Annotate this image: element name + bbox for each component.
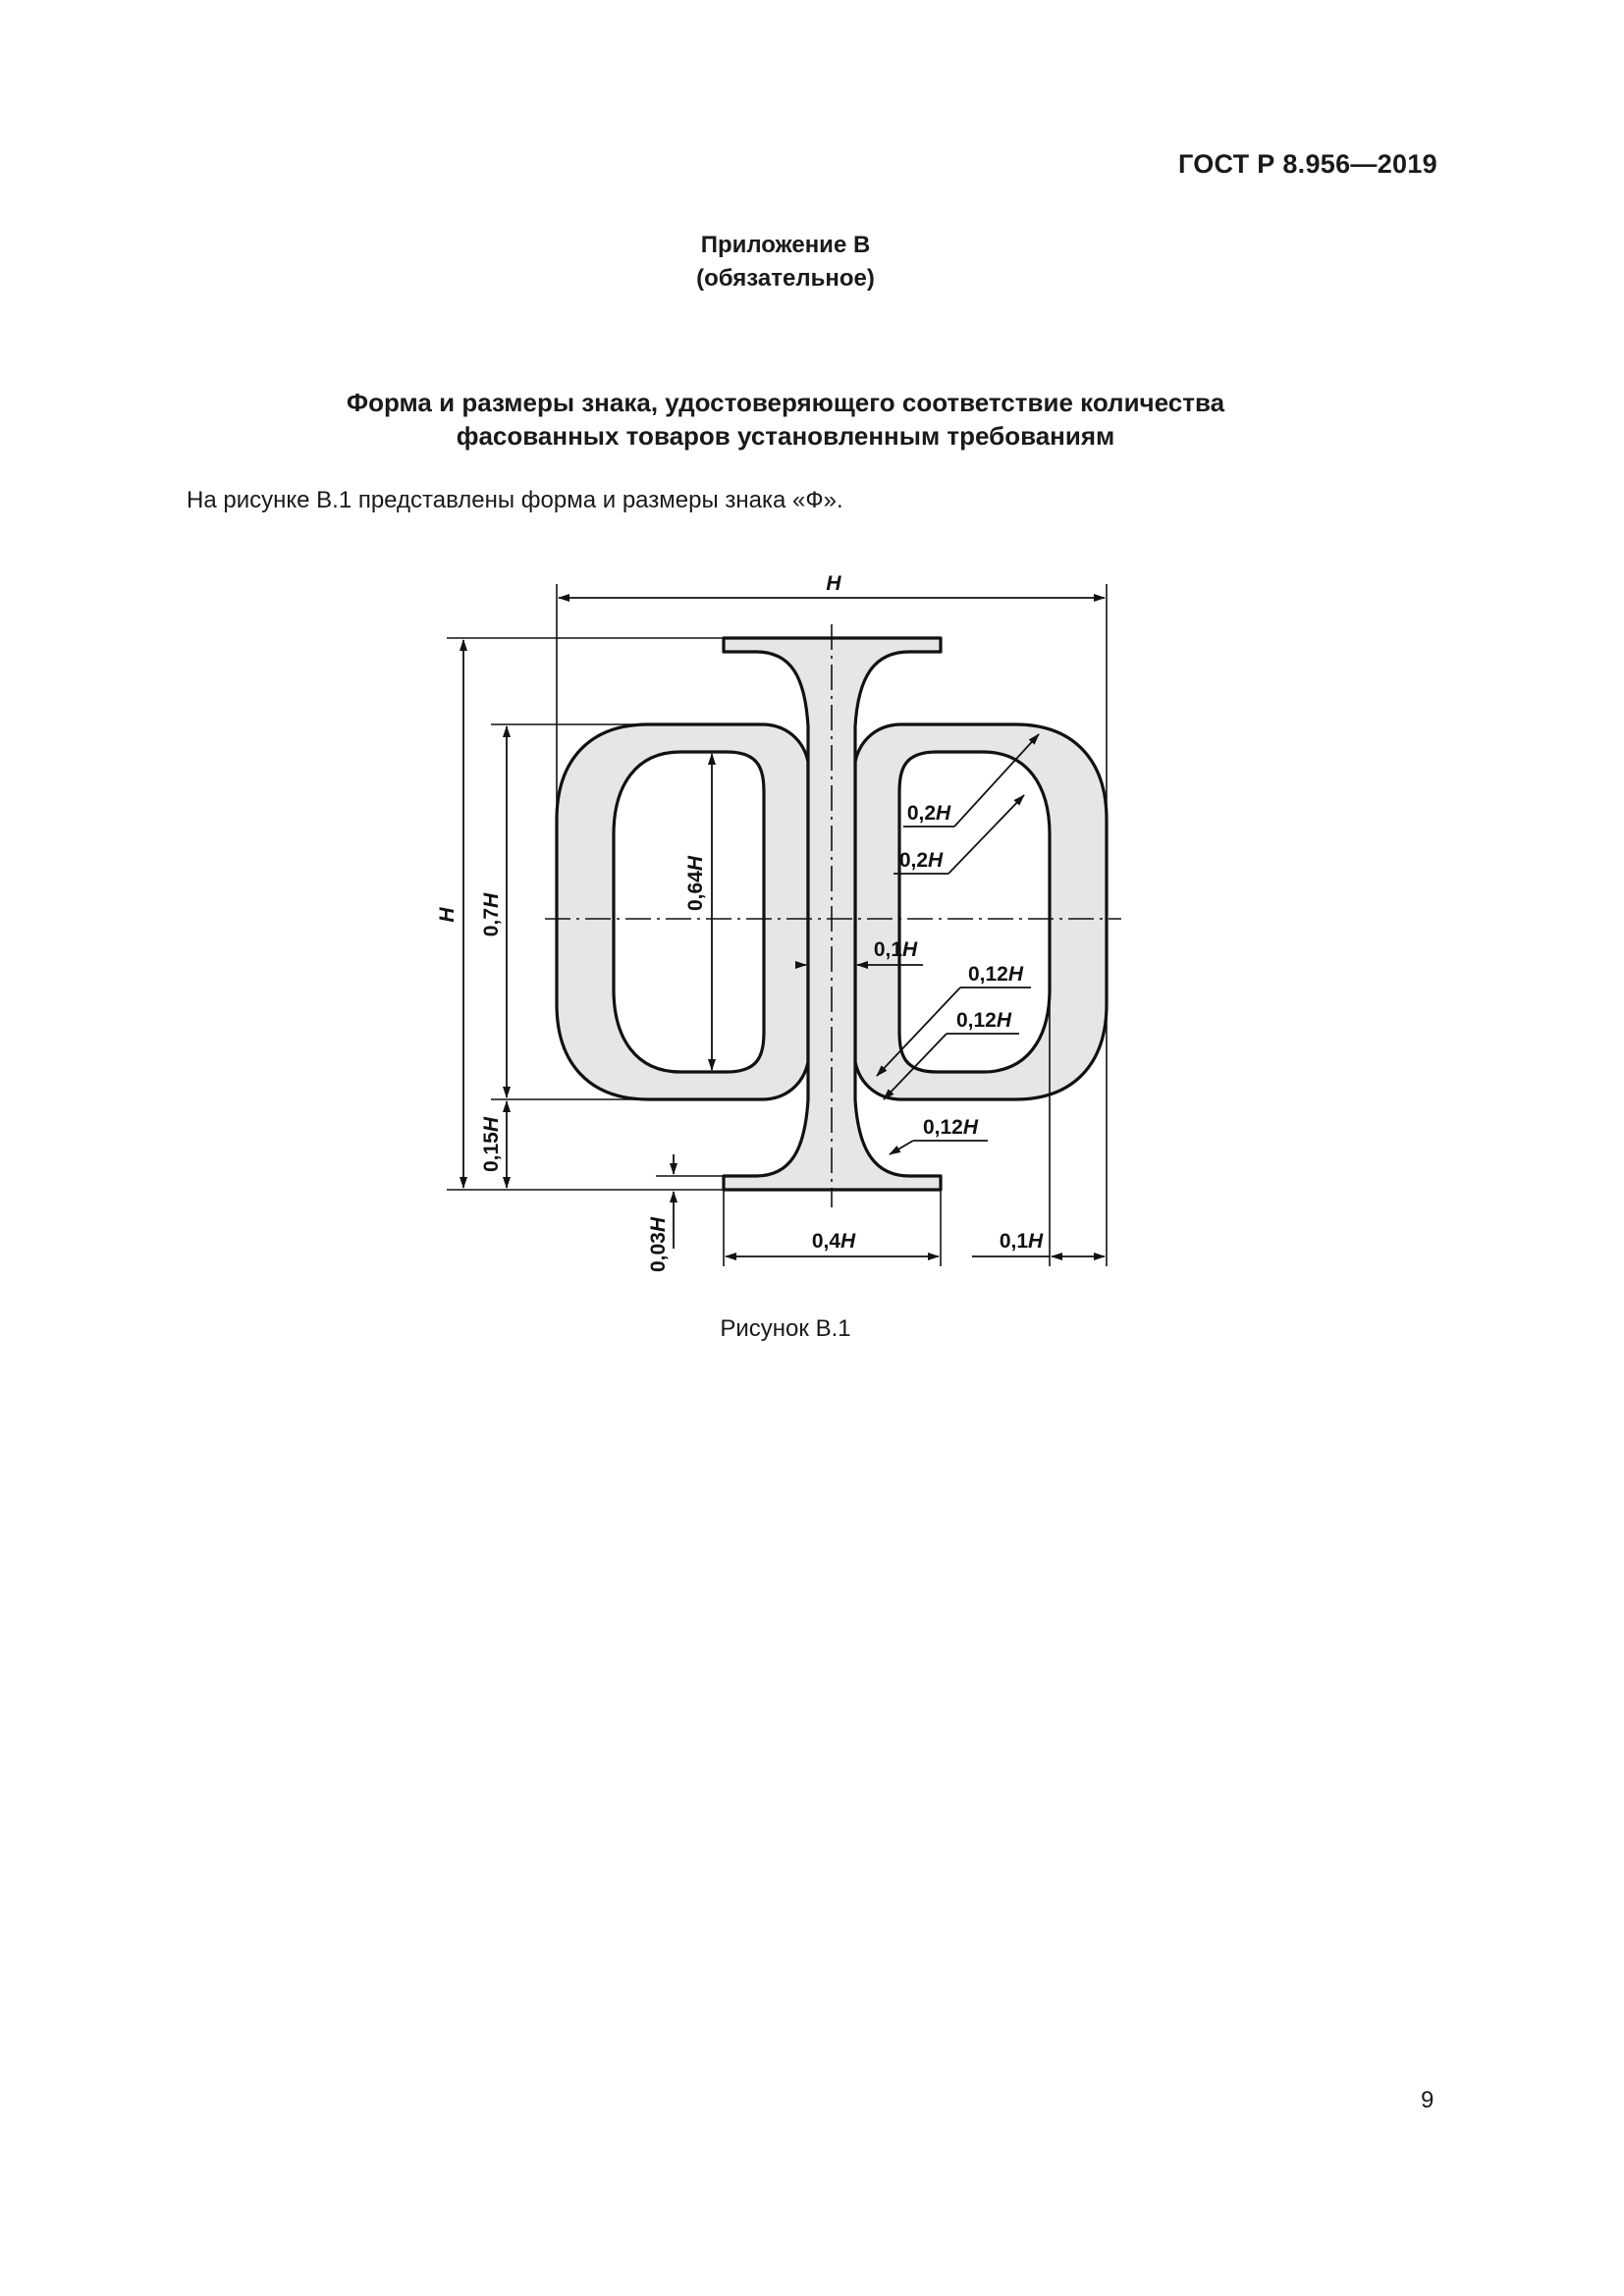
label-overall-width: H — [826, 572, 841, 595]
leader-inner-radius-arrow — [948, 795, 1024, 874]
label-gap-right: 0,1H — [999, 1230, 1044, 1253]
left-loop — [557, 724, 808, 1099]
figure-caption: Рисунок В.1 — [720, 1315, 851, 1342]
label-stem-width: 0,1H — [873, 938, 918, 961]
right-loop — [855, 724, 1107, 1099]
label-serif-radius: 0,12H — [922, 1116, 979, 1139]
leader-serif-radius-arrow — [890, 1141, 913, 1154]
section-title-line1: Форма и размеры знака, удостоверяющего соответствие количества — [346, 388, 1225, 417]
label-inner-radius: 0,2H — [898, 849, 944, 872]
intro-paragraph: На рисунке В.1 представлены форма и размеры знака «Ф». — [187, 487, 843, 513]
standard-number: ГОСТ Р 8.956—2019 — [1177, 149, 1437, 179]
label-overall-height: H — [436, 907, 459, 923]
label-corner-radius-b: 0,12H — [955, 1009, 1012, 1032]
label-serif-thickness: 0,03H — [647, 1216, 670, 1273]
annex-status: (обязательное) — [696, 265, 875, 292]
section-title-line2: фасованных товаров установленным требованиям — [456, 421, 1115, 451]
label-corner-radius-a: 0,12H — [967, 963, 1024, 986]
annex-title: Приложение В — [700, 232, 871, 258]
label-serif-width: 0,4H — [811, 1230, 856, 1253]
label-stem-extension: 0,15H — [480, 1116, 503, 1173]
label-loop-height: 0,7H — [480, 892, 503, 937]
label-outer-radius: 0,2H — [906, 802, 951, 825]
page-number: 9 — [1421, 2087, 1435, 2113]
label-inner-height: 0,64H — [684, 855, 707, 912]
